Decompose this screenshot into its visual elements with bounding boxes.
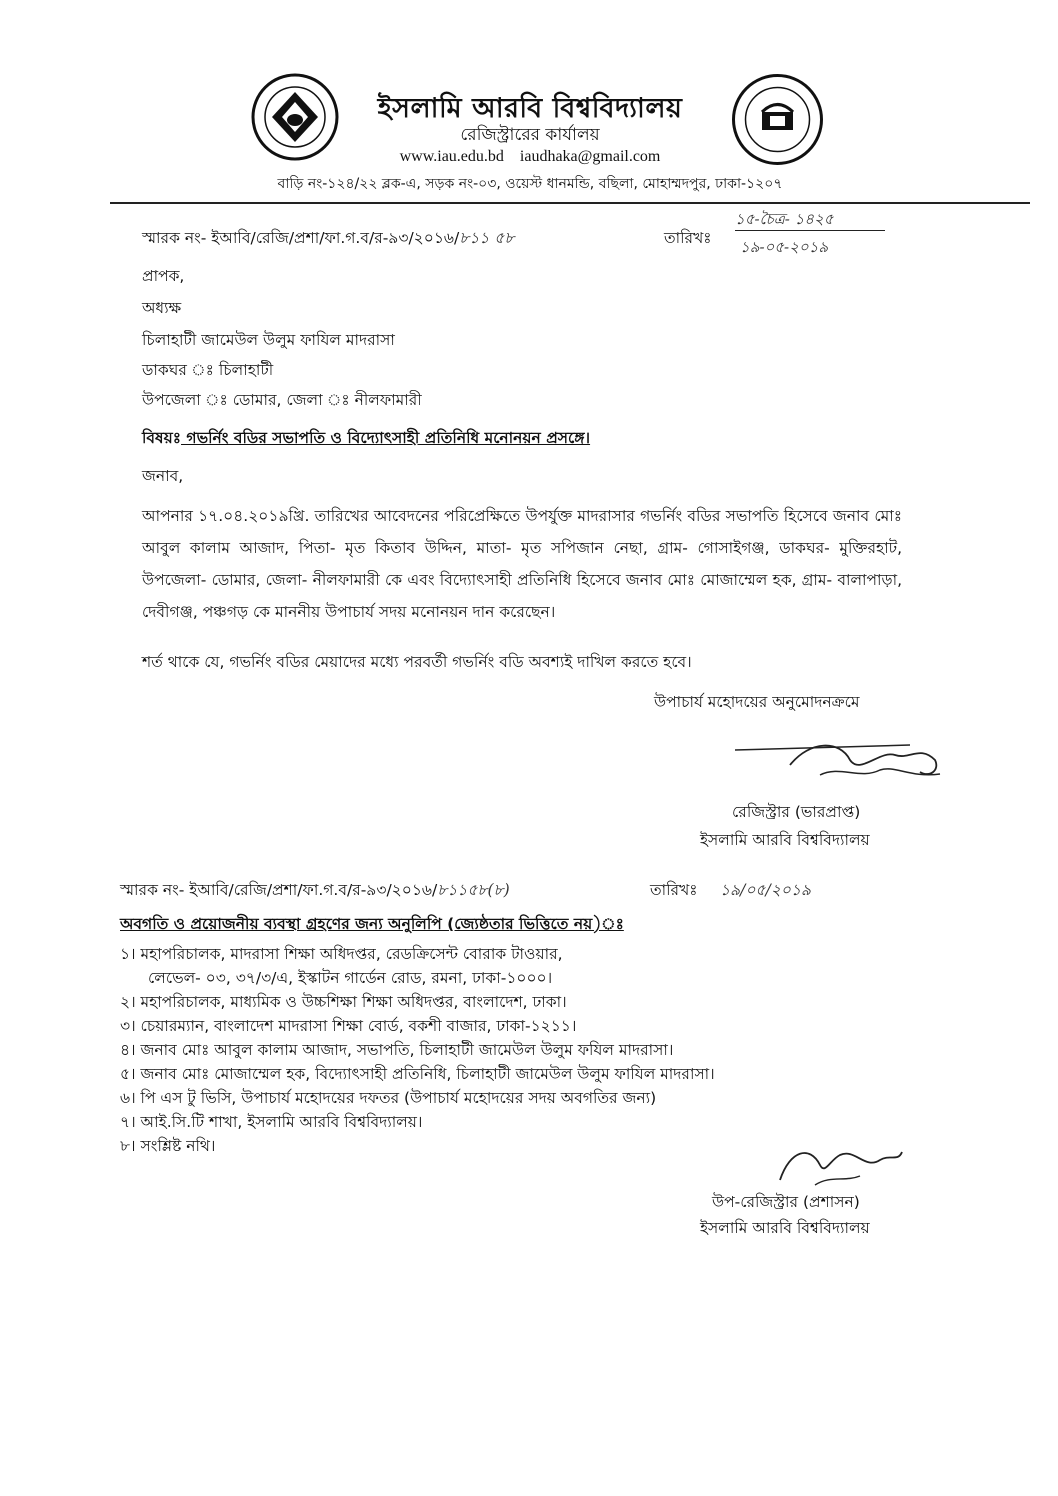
website-link[interactable]: www.iau.edu.bd — [399, 148, 504, 165]
memo-2-ref-handwritten: ৮১১৫৮(৮) — [437, 881, 510, 899]
memo-2-date-handwritten: ১৯/০৫/২০১৯ — [720, 881, 811, 899]
signature-registrar — [730, 730, 960, 790]
memo-date-label: তারিখঃ — [664, 229, 712, 247]
subject-label: বিষয়ঃ — [142, 429, 182, 447]
signatory-1-designation: রেজিস্ট্রার (ভারপ্রাপ্ত) — [732, 803, 861, 821]
recipient-upazila: উপজেলা ঃ ডোমার, জেলা ঃ নীলফামারী — [142, 391, 422, 409]
address-line: বাড়ি নং-১২৪/২২ ব্লক-এ, সড়ক নং-০৩, ওয়েস্ট ধানমন্ডি, বছিলা, মোহাম্মদপুর, ঢাকা-১২০৭ — [277, 176, 783, 192]
recipient-institution: চিলাহাটী জামেউল উলুম ফাযিল মাদরাসা — [142, 331, 395, 349]
copy-item: ৭। আই.সি.টি শাখা, ইসলামি আরবি বিশ্ববিদ্যালয়। — [120, 1113, 423, 1131]
body-paragraph-2: শর্ত থাকে যে, গভর্নিং বডির মেয়াদের মধ্যে পরবর্তী গভর্নিং বডি অবশ্যই দাখিল করতে হবে। — [142, 653, 692, 671]
date-divider — [735, 230, 885, 231]
university-name: ইসলামি আরবি বিশ্ববিদ্যালয় — [377, 93, 683, 124]
copy-item: ৫। জনাব মোঃ মোজাম্মেল হক, বিদ্যোৎসাহী প্রতিনিধি, চিলাহাটী জামেউল উলুম ফাযিল মাদরাসা। — [120, 1065, 715, 1083]
office-name: রেজিস্ট্রারের কার্যালয় — [460, 125, 600, 145]
signatory-1-organization: ইসলামি আরবি বিশ্ববিদ্যালয় — [700, 831, 870, 849]
memo-2-ref-label: স্মারক নং- ইআবি/রেজি/প্রশা/ফা.গ.ব/র-৯৩/২০১৬/ — [120, 881, 438, 899]
email-link[interactable]: iaudhaka@gmail.com — [519, 148, 661, 165]
signature-deputy-registrar — [770, 1140, 910, 1190]
body-paragraph-1: আপনার ১৭.০৪.২০১৯খ্রি. তারিখের আবেদনের পরিপ্রেক্ষিতে উপর্যুক্ত মাদরাসার গভর্নিং বডির সভাপতি হিসেবে জনাব মোঃ আবুল কালাম আজাদ, পিতা- মৃত কিতাব উদ্দিন, মাতা- মৃত সপিজান নেছা, গ্রাম- গোসাইগঞ্জ, ডাকঘর- মুক্তিরহাট, উপজেলা- ডোমার, জেলা- নীলফামারী কে এবং বিদ্যোৎসাহী প্রতিনিধি হিসেবে জনাব মোঃ মোজাম্মেল হক, গ্রাম- বালাপাড়া, দেবীগঞ্জ, পঞ্চগড় কে মাননীয় উপাচার্য সদয় মনোনয়ন দান করেছেন। — [142, 507, 902, 621]
university-seal-right — [730, 72, 825, 167]
signatory-2-organization: ইসলামি আরবি বিশ্ববিদ্যালয় — [700, 1219, 870, 1237]
memo-ref-handwritten: ৮১১ ৫৮ — [459, 229, 515, 247]
subject-text: গভর্নিং বডির সভাপতি ও বিদ্যোৎসাহী প্রতিনিধি মনোনয়ন প্রসঙ্গে। — [181, 429, 591, 447]
recipient-label: প্রাপক, — [142, 267, 185, 285]
salutation: জনাব, — [142, 467, 184, 485]
copies-heading: অবগতি ও প্রয়োজনীয় ব্যবস্থা গ্রহণের জন্য অনুলিপি (জ্যেষ্ঠতার ভিত্তিতে নয়)ঃ — [120, 915, 624, 933]
copy-item: ৬। পি এস টু ভিসি, উপাচার্য মহোদয়ের দফতর (উপাচার্য মহোদয়ের সদয় অবগতির জন্য) — [120, 1089, 657, 1107]
copy-item: ৩। চেয়ারম্যান, বাংলাদেশ মাদরাসা শিক্ষা বোর্ড, বকশী বাজার, ঢাকা-১২১১। — [120, 1017, 577, 1035]
memo-2-ref — [120, 878, 510, 904]
subject-line — [142, 426, 590, 452]
approval-note: উপাচার্য মহোদয়ের অনুমোদনক্রমে — [654, 693, 860, 711]
copy-item: লেভেল- ০৩, ৩৭/৩/এ, ইস্কাটন গার্ডেন রোড, রমনা, ঢাকা-১০০০। — [148, 969, 553, 987]
memo-ref — [142, 226, 514, 252]
copy-item: ৪। জনাব মোঃ আবুল কালাম আজাদ, সভাপতি, চিলাহাটী জামেউল উলুম ফযিল মাদরাসা। — [120, 1041, 674, 1059]
copy-item: ২। মহাপরিচালক, মাধ্যমিক ও উচ্চশিক্ষা শিক্ষা অধিদপ্তর, বাংলাদেশ, ঢাকা। — [120, 993, 567, 1011]
signatory-2-designation: উপ-রেজিস্ট্রার (প্রশাসন) — [712, 1193, 860, 1211]
copy-item: ৮। সংশ্লিষ্ট নথি। — [120, 1137, 216, 1155]
memo-date-handwritten-2: ১৯-০৫-২০১৯ — [740, 238, 829, 256]
memo-date-handwritten-1: ১৫-চৈত্র- ১৪২৫ — [735, 210, 834, 228]
copy-item: ১। মহাপরিচালক, মাদরাসা শিক্ষা অধিদপ্তর, রেডক্রিসেন্ট বোরাক টাওয়ার, — [120, 945, 563, 963]
recipient-title: অধ্যক্ষ — [142, 299, 182, 317]
header-divider — [110, 202, 1030, 204]
university-logo-left — [250, 72, 340, 162]
recipient-post-office: ডাকঘর ঃ চিলাহাটী — [142, 361, 274, 379]
contact-line — [330, 148, 730, 166]
memo-ref-label: স্মারক নং- ইআবি/রেজি/প্রশা/ফা.গ.ব/র-৯৩/২০১৬/ — [142, 229, 460, 247]
memo-2-date-label: তারিখঃ — [650, 881, 698, 899]
